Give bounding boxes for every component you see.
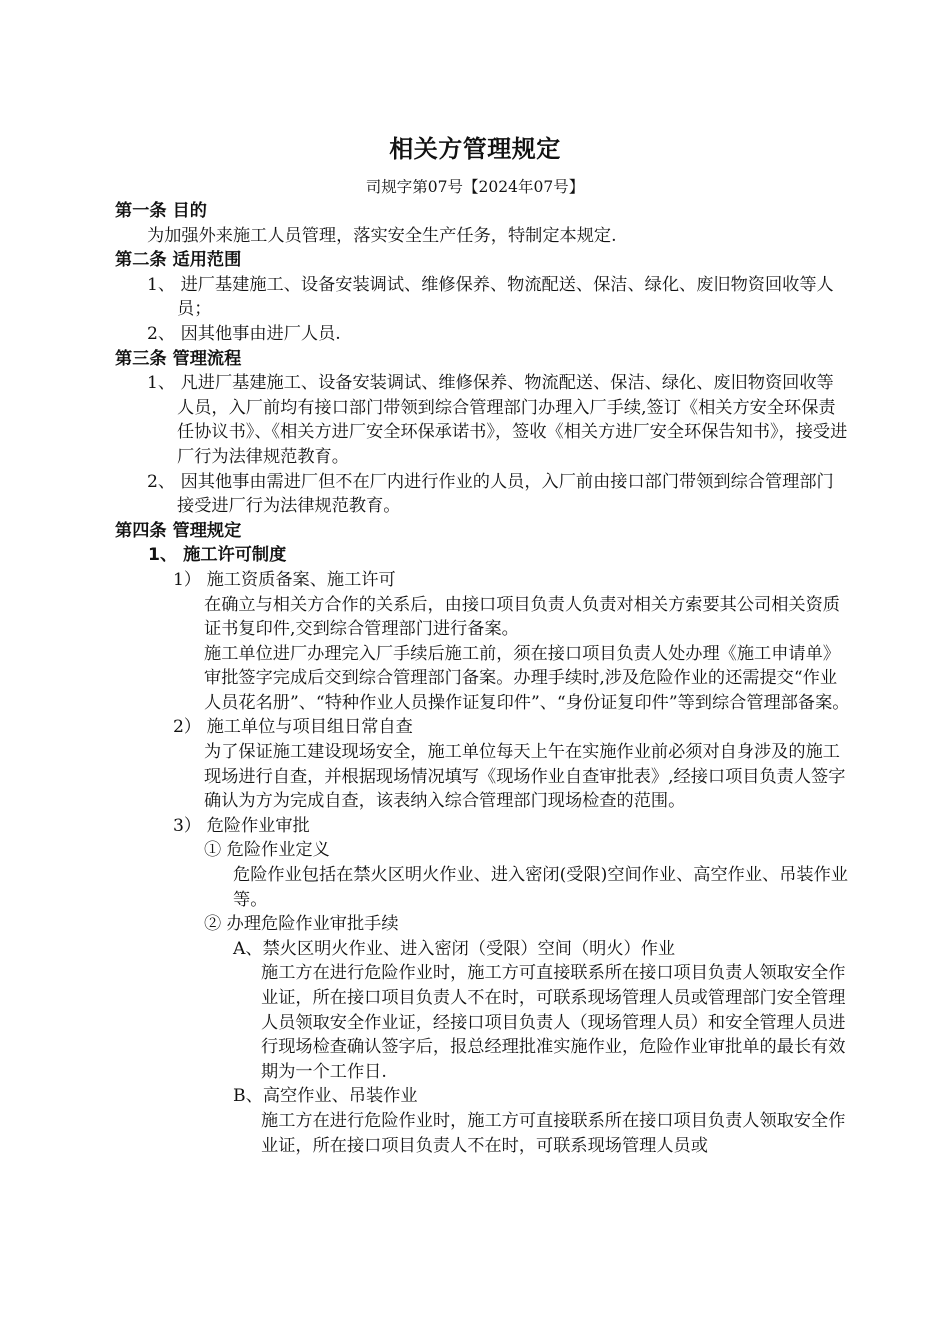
article-2-heading: 第二条 适用范围 <box>115 250 242 271</box>
article-3-item: 2、 因其他事由需进厂但不在厂内进行作业的人员，入厂前由接口部门带领到综合管理部门接受进厂行为法律规范教育。 <box>147 471 834 517</box>
article-4-heading: 第四条 管理规定 <box>115 520 242 541</box>
paragraph: 危险作业包括在禁火区明火作业、进入密闭(受限)空间作业、高空作业、吊装作业等。 <box>233 865 848 910</box>
document-number: 司规字第07号【2024年07号】 <box>365 178 585 196</box>
paragraph: 施工方在进行危险作业时，施工方可直接联系所在接口项目负责人领取安全作业证，所在接口项目负责人不在时，可联系现场管理人员或管理部门安全管理人员领取安全作业证，经接口项目负责人（现场管理人员）和安全管理人员进行现场检查确认签字后，报总经理批准实施作业，危险作业审批单的最长有效期为一个工作日. <box>261 963 846 1082</box>
item-heading: A、禁火区明火作业、进入密闭（受限）空间（明火）作业 <box>233 938 676 959</box>
article-3-heading: 第三条 管理流程 <box>115 348 242 369</box>
subsection-heading: 1） 施工资质备案、施工许可 <box>173 569 396 590</box>
clause-heading: ① 危险作业定义 <box>204 840 330 861</box>
document-body <box>0 199 950 1158</box>
article-1-heading: 第一条 目的 <box>115 201 207 221</box>
paragraph: 施工方在进行危险作业时，施工方可直接联系所在接口项目负责人领取安全作业证，所在接口项目负责人不在时，可联系现场管理人员或 <box>261 1110 846 1156</box>
paragraph: 在确立与相关方合作的关系后，由接口项目负责人负责对相关方索要其公司相关资质证书复印件,交到综合管理部门进行备案。 <box>204 594 840 640</box>
article-3-item: 1、 凡进厂基建施工、设备安装调试、维修保养、物流配送、保洁、绿化、废旧物资回收等人员，入厂前均有接口部门带领到综合管理部门办理入厂手续,签订《相关方安全环保责任协议书》、《相关方进厂安全环保承诺书》，签收《相关方进厂安全环保告知书》，接受进厂行为法律规范教育。 <box>147 373 848 467</box>
clause-heading: ② 办理危险作业审批手续 <box>204 914 399 935</box>
paragraph: 为了保证施工建设现场安全，施工单位每天上午在实施作业前必须对自身涉及的施工现场进行自查，并根据现场情况填写《现场作业自查审批表》,经接口项目负责人签字确认为方为完成自查，该表纳入综合管理部门现场检查的范围。 <box>204 742 846 812</box>
section-heading: 1、 施工许可制度 <box>148 545 287 566</box>
item-heading: B、高空作业、吊装作业 <box>233 1086 418 1107</box>
paragraph: 施工单位进厂办理完入厂手续后施工前，须在接口项目负责人处办理《施工申请单》审批签字完成后交到综合管理部门备案。办理手续时,涉及危险作业的还需提交“作业人员花名册”、“特种作业人员操作证复印件”、“身份证复印件”等到综合管理部备案。 <box>204 643 850 713</box>
article-2-item: 2、 因其他事由进厂人员. <box>147 323 341 344</box>
article-1-text: 为加强外来施工人员管理，落实安全生产任务，特制定本规定. <box>147 225 617 246</box>
subsection-heading: 2） 施工单位与项目组日常自查 <box>173 717 413 738</box>
subsection-heading: 3） 危险作业审批 <box>173 815 310 836</box>
document-title: 相关方管理规定 <box>389 135 561 163</box>
article-2-item: 1、 进厂基建施工、设备安装调试、维修保养、物流配送、保洁、绿化、废旧物资回收等人员； <box>147 274 834 320</box>
